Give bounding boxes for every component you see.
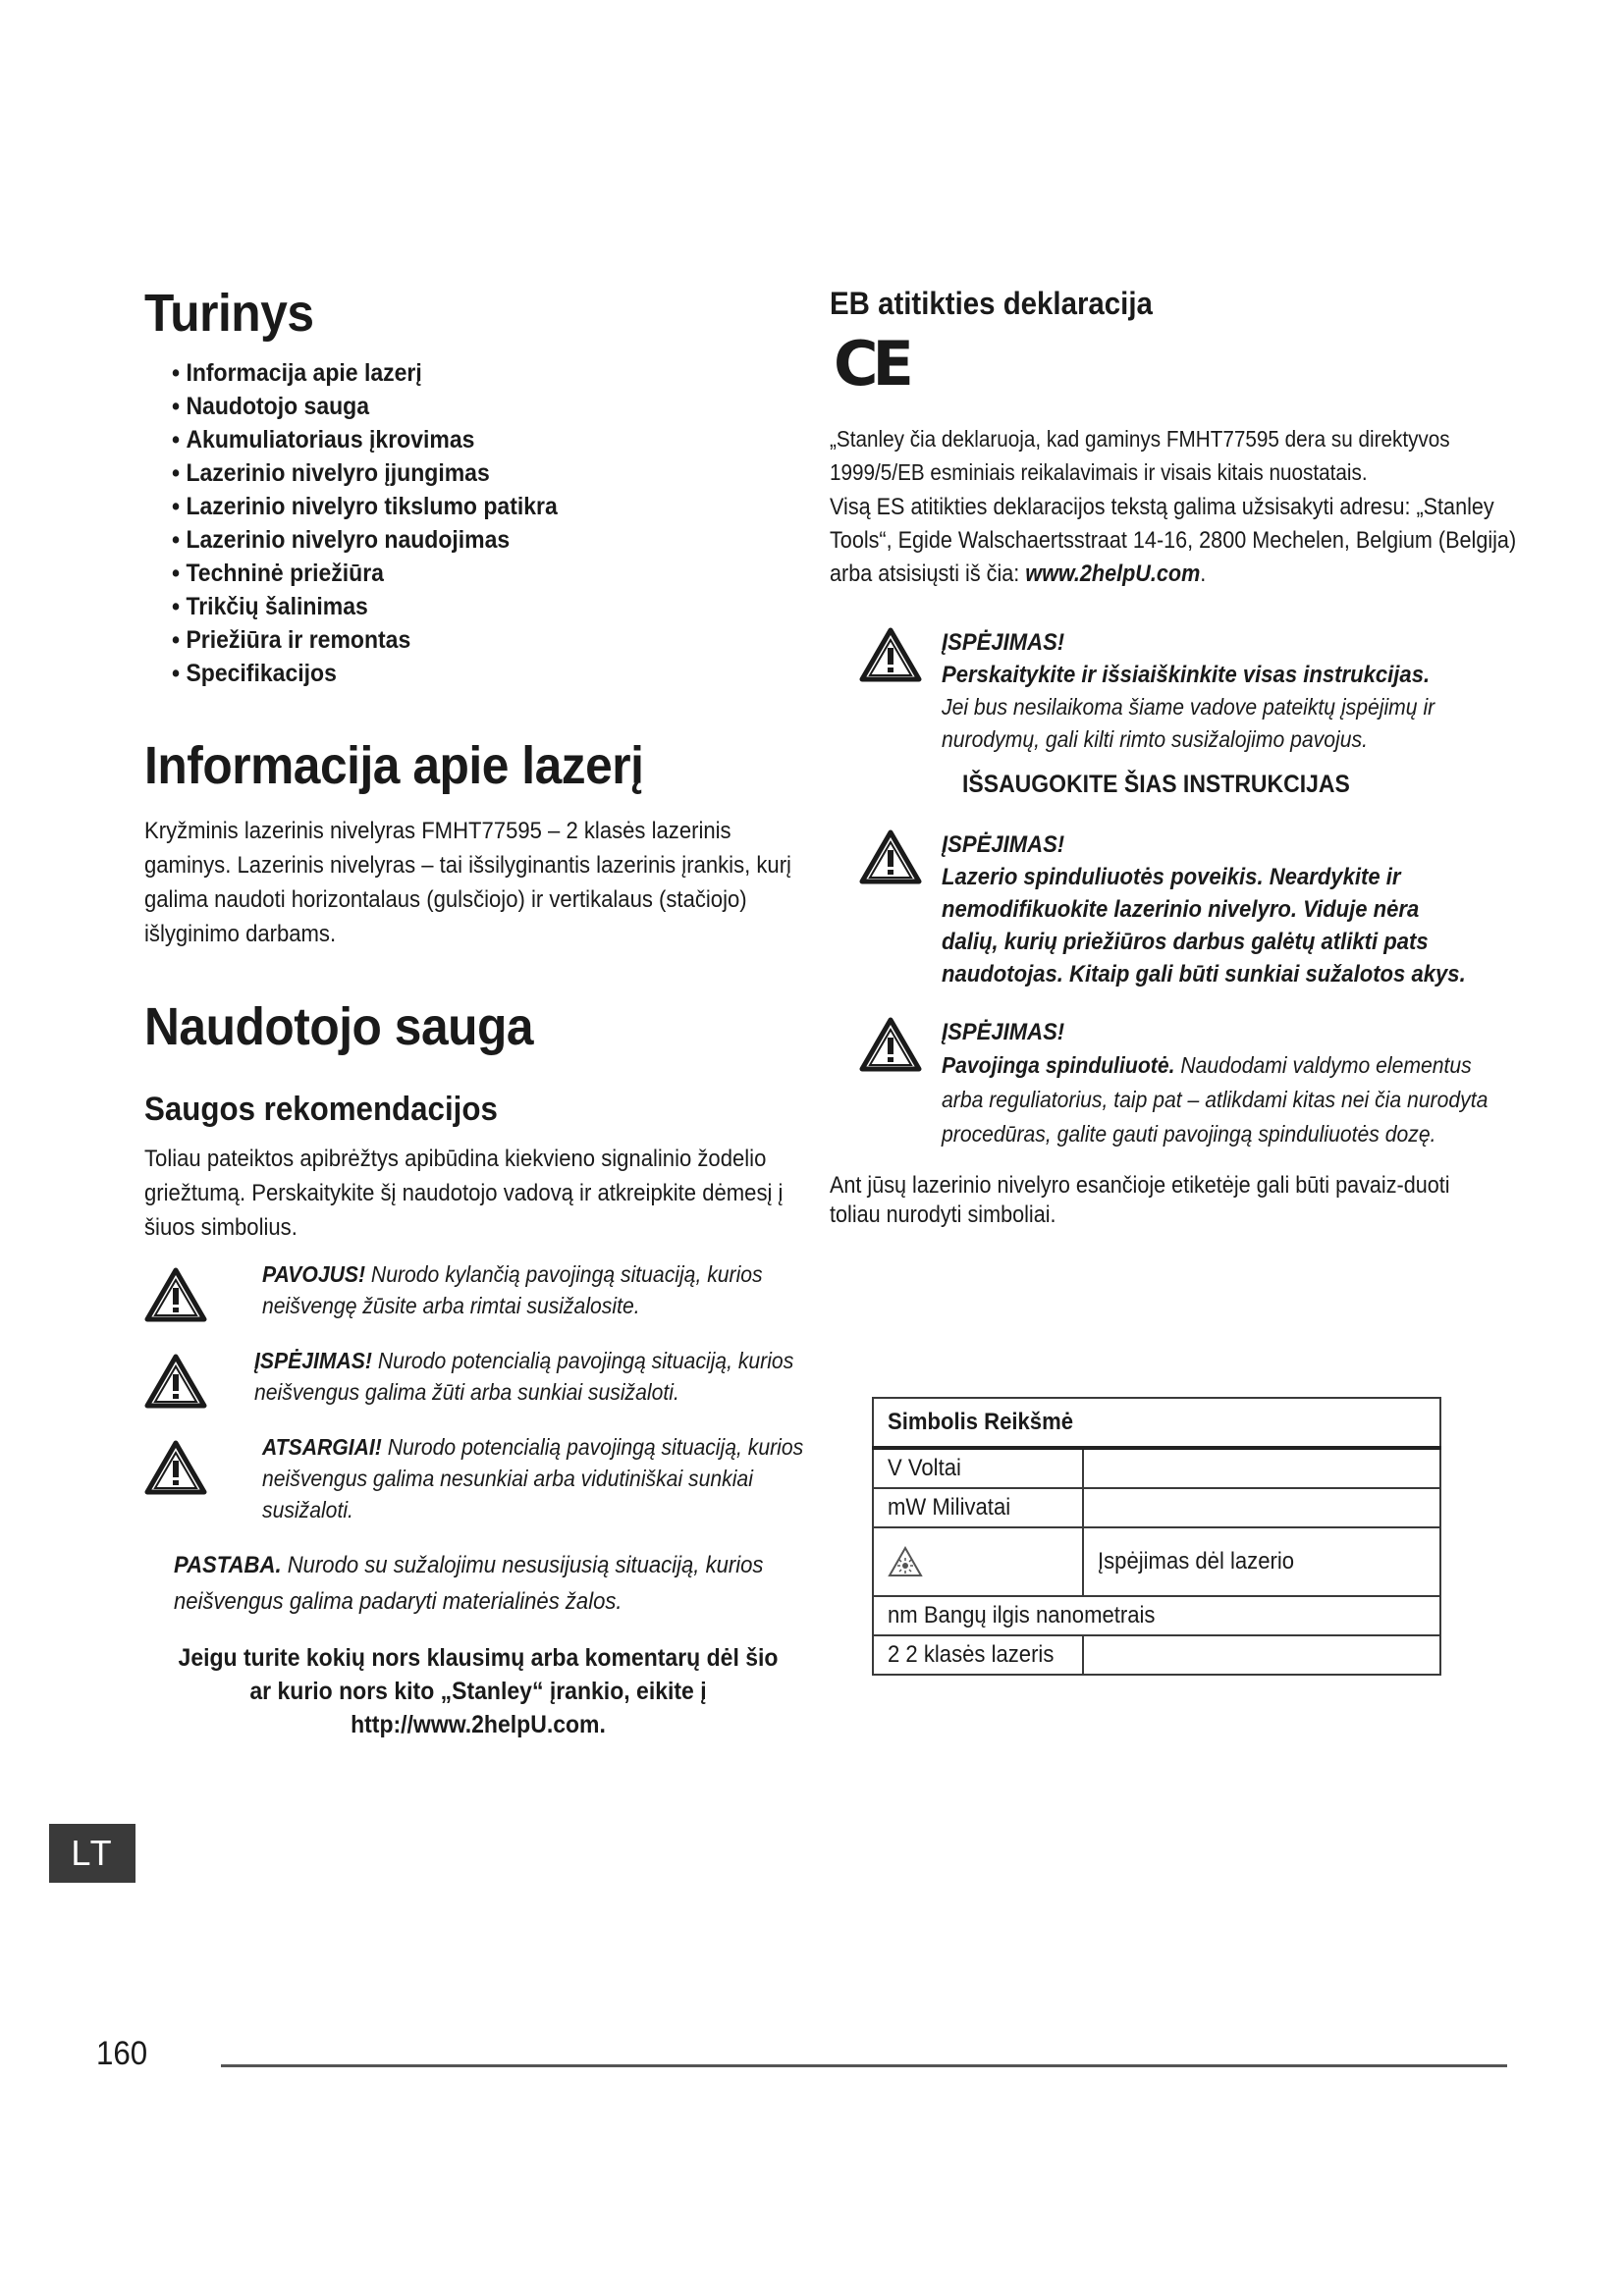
table-row — [873, 1527, 1440, 1596]
warning-bold: Pavojinga spinduliuotė. — [942, 1052, 1175, 1079]
laser-info-text: Kryžminis lazerinis nivelyras FMHT77595 – 2 klasės lazerinis gaminys. Lazerinis nivelyras – tai išsilyginantis lazerinis įrankis, kurį galima naudoti horizontalaus (gulsčiojo) ir vertikalaus (stačiojo) išlyginimo darbams. — [144, 817, 791, 947]
declaration-address: Visą ES atitikties deklaracijos tekstą galima užsisakyti adresu: „Stanley Tools“, Egide Walschaertsstraat 14-16, 2800 Mechelen, Belgium (Belgija) arba atsisiųsti iš čia: — [830, 494, 1517, 588]
warning-radiation — [830, 1016, 1517, 1151]
header-meaning: Reikšmė — [984, 1409, 1074, 1435]
table-cell-empty — [1083, 1448, 1440, 1488]
danger-icon — [144, 1266, 207, 1323]
toc-item[interactable]: • Lazerinio nivelyro naudojimas — [172, 523, 761, 557]
table-row — [873, 1596, 1440, 1635]
table-cell — [873, 1527, 1083, 1596]
danger-signal — [144, 1258, 812, 1339]
warning-signal — [144, 1345, 812, 1425]
note-word: PASTABA. — [174, 1551, 282, 1578]
toc-item[interactable]: • Trikčių šalinimas — [172, 590, 761, 623]
warning-title: ĮSPĖJIMAS! — [942, 629, 1065, 657]
toc-item[interactable]: • Lazerinio nivelyro tikslumo patikra — [172, 490, 761, 523]
caution-desc: Nurodo potencialią pavojingą situaciją, kurios neišvengus galima nesunkiai arba vidutiniškai sunkiai susižaloti. — [262, 1433, 804, 1522]
warning-icon — [859, 828, 922, 885]
contact-text: Jeigu turite kokių nors klausimų arba komentarų dėl šio ar kurio nors kito „Stanley“ įrankio, eikite į http://www.2helpU.com. — [178, 1643, 779, 1738]
table-header-row — [873, 1398, 1440, 1448]
table-row — [873, 1488, 1440, 1527]
warning-laser-exposure — [830, 828, 1517, 990]
row-meaning: Įspėjimas dėl lazerio — [1098, 1548, 1295, 1575]
toc-item[interactable]: • Naudotojo sauga — [172, 390, 761, 423]
warning-title: ĮSPĖJIMAS! — [942, 831, 1065, 859]
warning-italic: Naudodami valdymo elementus arba reguliatorius, taip pat – atlikdami kitas nei čia nurodyta procedūras, galite gauti pavojingą spinduliuotės dozę. — [942, 1052, 1489, 1148]
declaration-title: EB atitikties deklaracija — [830, 286, 1153, 321]
laser-warning-icon — [888, 1546, 923, 1577]
toc-item[interactable]: • Akumuliatoriaus įkrovimas — [172, 423, 761, 456]
page-number: 160 — [96, 2035, 148, 2072]
table-cell — [873, 1448, 1083, 1488]
warning-title: ĮSPĖJIMAS! — [942, 1019, 1065, 1046]
warning-icon — [859, 1016, 922, 1073]
row-meaning: 2 klasės lazeris — [905, 1641, 1055, 1668]
safety-intro: Toliau pateiktos apibrėžtys apibūdina kiekvieno signalinio žodelio griežtumą. Perskaitykite šį naudotojo vadovą ir atkreipkite dėmesį į šiuos simbolius. — [144, 1145, 784, 1241]
row-symbol: nm — [888, 1602, 918, 1629]
symbol-table — [872, 1397, 1441, 1676]
warning-icon — [144, 1353, 207, 1410]
table-cell — [873, 1488, 1083, 1527]
warning-italic: Jei bus nesilaikoma šiame vadove pateiktų įspėjimų ir nurodymų, gali kilti rimto susižalojimo pavojus. — [942, 694, 1435, 753]
row-symbol: V — [888, 1455, 902, 1481]
toc-item[interactable]: • Priežiūra ir remontas — [172, 623, 761, 657]
warning-icon — [859, 626, 922, 683]
danger-text — [262, 1258, 839, 1321]
table-cell — [1083, 1527, 1440, 1596]
danger-word: PAVOJUS! — [262, 1260, 366, 1287]
toc-list — [172, 356, 812, 690]
header-symbol: Simbolis — [888, 1409, 979, 1435]
row-symbol: mW — [888, 1494, 927, 1521]
warning-text — [942, 1048, 1513, 1151]
table-header-cell — [873, 1398, 1440, 1448]
note-desc: Nurodo su sužalojimu nesusijusią situaciją, kurios neišvengus galima padaryti materialinės žalos. — [174, 1551, 764, 1615]
warning-desc: Nurodo potencialią pavojingą situaciją, kurios neišvengus galima žūti arba sunkiai susižaloti. — [254, 1347, 794, 1405]
caution-word: ATSARGIAI! — [262, 1433, 382, 1460]
caution-signal — [144, 1431, 812, 1541]
user-safety-heading: Naudotojo sauga — [144, 996, 534, 1056]
table-row — [873, 1635, 1440, 1675]
toc-title: Turinys — [144, 284, 314, 343]
row-meaning: Voltai — [907, 1455, 961, 1481]
safety-subtitle: Saugos rekomendacijos — [144, 1091, 498, 1129]
right-column — [830, 285, 1517, 1230]
toc-item[interactable]: • Techninė priežiūra — [172, 557, 761, 590]
danger-desc: Nurodo kylančią pavojingą situaciją, kurios neišvengę žūsite arba rimtai susižalosite. — [262, 1260, 763, 1318]
toc-item[interactable]: • Specifikacijos — [172, 657, 761, 690]
language-badge: LT — [49, 1824, 135, 1883]
warning-text — [254, 1345, 832, 1408]
warning-read-instructions — [830, 626, 1517, 756]
ce-mark-logo: CE — [834, 328, 908, 400]
declaration-link[interactable]: www.2helpU.com — [1025, 561, 1201, 588]
declaration-text-2 — [830, 491, 1516, 591]
save-instructions: IŠSAUGOKITE ŠIAS INSTRUKCIJAS — [962, 771, 1350, 799]
caution-icon — [144, 1439, 207, 1496]
toc-item[interactable]: • Lazerinio nivelyro įjungimas — [172, 456, 761, 490]
declaration-text-1: „Stanley čia deklaruoja, kad gaminys FMHT77595 dera su direktyvos 1999/5/EB esminiais reikalavimais ir visais kitais nuostatais. — [830, 426, 1450, 486]
declaration-period: . — [1200, 561, 1207, 588]
row-meaning: Bangų ilgis nanometrais — [923, 1602, 1156, 1629]
caution-text — [262, 1431, 839, 1525]
table-cell — [873, 1596, 1440, 1635]
table-cell — [873, 1635, 1083, 1675]
laser-info-heading: Informacija apie lazerį — [144, 736, 644, 796]
table-row — [873, 1448, 1440, 1488]
row-meaning: Milivatai — [932, 1494, 1011, 1521]
warning-bold: Lazerio spinduliuotės poveikis. Neardykite ir nemodifikuokite lazerinio nivelyro. Viduje nėra dalių, kurių priežiūros darbus galėtų atlikti pats naudotojas. Kitaip gali būti sunkiai sužalotos akys. — [942, 864, 1466, 988]
label-intro: Ant jūsų lazerinio nivelyro esančioje etiketėje gali būti pavaiz-duoti toliau nurodyti simboliai. — [830, 1172, 1450, 1229]
footer-divider — [221, 2064, 1507, 2067]
table-cell-empty — [1083, 1488, 1440, 1527]
warning-word: ĮSPĖJIMAS! — [254, 1347, 372, 1373]
note-text — [174, 1547, 813, 1620]
warning-bold: Perskaitykite ir išsiaiškinkite visas instrukcijas. — [942, 662, 1431, 689]
left-column — [144, 285, 812, 1741]
toc-item[interactable]: • Informacija apie lazerį — [172, 356, 761, 390]
row-symbol: 2 — [888, 1641, 900, 1668]
table-cell-empty — [1083, 1635, 1440, 1675]
